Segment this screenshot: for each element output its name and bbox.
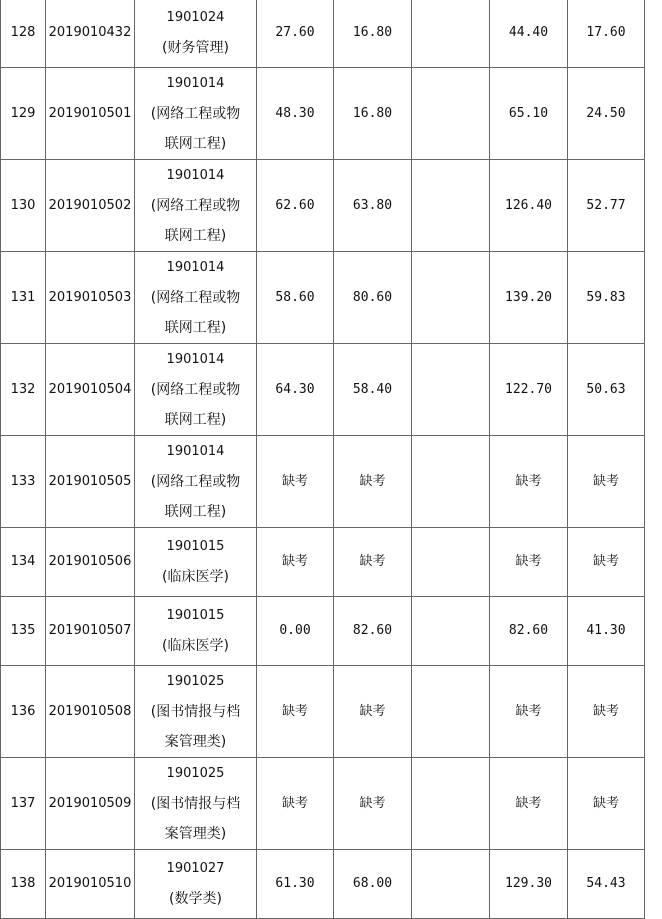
- total-score-cell: 缺考: [490, 436, 568, 528]
- position-name-line: (数学类): [169, 891, 222, 907]
- position-name-line: 案管理类): [164, 733, 227, 750]
- bonus-score-cell: [412, 252, 490, 344]
- table-row: [1, 68, 645, 160]
- bonus-score-cell: [412, 436, 490, 528]
- table-row: [1, 160, 645, 252]
- position-code: 1901025: [166, 673, 225, 689]
- total-score-cell: 缺考: [490, 666, 568, 758]
- total-score-cell: 139.20: [490, 252, 568, 344]
- final-score-cell: 41.30: [568, 597, 645, 666]
- position-name-line: 联网工程): [164, 411, 227, 428]
- bonus-score-cell: [412, 758, 490, 850]
- professional-score-cell: 68.00: [334, 850, 412, 919]
- position-cell: [135, 0, 257, 68]
- table-row: [1, 666, 645, 758]
- final-score-cell: 24.50: [568, 68, 645, 160]
- position-name-line: 案管理类): [164, 825, 227, 842]
- row-number-cell: 131: [1, 252, 46, 344]
- candidate-id-cell: 2019010504: [46, 344, 135, 436]
- position-code: 1901015: [166, 608, 225, 623]
- row-number-cell: 134: [1, 528, 46, 597]
- bonus-score-cell: [412, 68, 490, 160]
- total-score-cell: 122.70: [490, 344, 568, 436]
- written-score-cell: 61.30: [257, 850, 334, 919]
- final-score-cell: 缺考: [568, 436, 645, 528]
- written-score-cell: 缺考: [257, 436, 334, 528]
- table-row: [1, 0, 645, 68]
- written-score-cell: 48.30: [257, 68, 334, 160]
- position-code: 1901014: [166, 443, 225, 459]
- professional-score-cell: 缺考: [334, 666, 412, 758]
- row-number-cell: 138: [1, 850, 46, 919]
- candidate-id-cell: 2019010432: [46, 0, 135, 68]
- position-name-line: (图书情报与档: [150, 795, 241, 812]
- candidate-id-cell: 2019010506: [46, 528, 135, 597]
- bonus-score-cell: [412, 0, 490, 68]
- position-cell: [135, 758, 257, 850]
- position-code: 1901014: [166, 75, 225, 91]
- position-cell: [135, 666, 257, 758]
- table-row: [1, 758, 645, 850]
- professional-score-cell: 80.60: [334, 252, 412, 344]
- row-number-cell: 137: [1, 758, 46, 850]
- position-code: 1901014: [166, 259, 225, 275]
- position-code: 1901027: [166, 861, 225, 876]
- total-score-cell: 65.10: [490, 68, 568, 160]
- row-number-cell: 128: [1, 0, 46, 68]
- written-score-cell: 缺考: [257, 528, 334, 597]
- position-name-line: (网络工程或物: [150, 381, 241, 398]
- position-name-line: (网络工程或物: [150, 105, 241, 122]
- candidate-id-cell: 2019010508: [46, 666, 135, 758]
- position-cell: [135, 597, 257, 666]
- position-cell: [135, 252, 257, 344]
- position-cell: [135, 528, 257, 597]
- row-number-cell: 130: [1, 160, 46, 252]
- written-score-cell: 0.00: [257, 597, 334, 666]
- table-row: [1, 252, 645, 344]
- position-name-line: (临床医学): [162, 569, 229, 585]
- position-name-line: 联网工程): [164, 319, 227, 336]
- final-score-cell: 52.77: [568, 160, 645, 252]
- position-cell: [135, 344, 257, 436]
- position-name-line: (网络工程或物: [150, 473, 241, 490]
- position-code: 1901025: [166, 765, 225, 781]
- position-cell: [135, 436, 257, 528]
- candidate-id-cell: 2019010505: [46, 436, 135, 528]
- total-score-cell: 缺考: [490, 758, 568, 850]
- row-number-cell: 135: [1, 597, 46, 666]
- position-name-line: (财务管理): [162, 40, 229, 56]
- final-score-cell: 59.83: [568, 252, 645, 344]
- position-code: 1901014: [166, 167, 225, 183]
- written-score-cell: 58.60: [257, 252, 334, 344]
- row-number-cell: 133: [1, 436, 46, 528]
- table-row: [1, 528, 645, 597]
- professional-score-cell: 缺考: [334, 436, 412, 528]
- position-name-line: (临床医学): [162, 638, 229, 654]
- final-score-cell: 缺考: [568, 758, 645, 850]
- position-cell: [135, 160, 257, 252]
- final-score-cell: 缺考: [568, 666, 645, 758]
- candidate-id-cell: 2019010502: [46, 160, 135, 252]
- professional-score-cell: 缺考: [334, 528, 412, 597]
- total-score-cell: 126.40: [490, 160, 568, 252]
- candidate-id-cell: 2019010507: [46, 597, 135, 666]
- position-name-line: (网络工程或物: [150, 197, 241, 214]
- professional-score-cell: 58.40: [334, 344, 412, 436]
- position-cell: [135, 68, 257, 160]
- professional-score-cell: 16.80: [334, 68, 412, 160]
- final-score-cell: 缺考: [568, 528, 645, 597]
- candidate-id-cell: 2019010503: [46, 252, 135, 344]
- total-score-cell: 缺考: [490, 528, 568, 597]
- final-score-cell: 54.43: [568, 850, 645, 919]
- bonus-score-cell: [412, 850, 490, 919]
- position-cell: [135, 850, 257, 919]
- candidate-id-cell: 2019010510: [46, 850, 135, 919]
- row-number-cell: 129: [1, 68, 46, 160]
- table-row: [1, 344, 645, 436]
- row-number-cell: 136: [1, 666, 46, 758]
- row-number-cell: 132: [1, 344, 46, 436]
- position-name-line: (图书情报与档: [150, 703, 241, 720]
- position-name-line: 联网工程): [164, 227, 227, 244]
- written-score-cell: 27.60: [257, 0, 334, 68]
- position-name-line: (网络工程或物: [150, 289, 241, 306]
- candidate-id-cell: 2019010501: [46, 68, 135, 160]
- professional-score-cell: 82.60: [334, 597, 412, 666]
- table-body: [1, 0, 645, 919]
- bonus-score-cell: [412, 666, 490, 758]
- position-code: 1901015: [166, 539, 225, 554]
- total-score-cell: 44.40: [490, 0, 568, 68]
- table-row: [1, 436, 645, 528]
- candidate-id-cell: 2019010509: [46, 758, 135, 850]
- written-score-cell: 62.60: [257, 160, 334, 252]
- professional-score-cell: 63.80: [334, 160, 412, 252]
- bonus-score-cell: [412, 344, 490, 436]
- table-row: [1, 597, 645, 666]
- professional-score-cell: 缺考: [334, 758, 412, 850]
- final-score-cell: 17.60: [568, 0, 645, 68]
- total-score-cell: 129.30: [490, 850, 568, 919]
- written-score-cell: 缺考: [257, 666, 334, 758]
- final-score-cell: 50.63: [568, 344, 645, 436]
- position-name-line: 联网工程): [164, 135, 227, 152]
- written-score-cell: 缺考: [257, 758, 334, 850]
- position-code: 1901014: [166, 351, 225, 367]
- total-score-cell: 82.60: [490, 597, 568, 666]
- position-name-line: 联网工程): [164, 503, 227, 520]
- bonus-score-cell: [412, 528, 490, 597]
- written-score-cell: 64.30: [257, 344, 334, 436]
- position-code: 1901024: [166, 10, 225, 25]
- bonus-score-cell: [412, 597, 490, 666]
- table-row: [1, 850, 645, 919]
- professional-score-cell: 16.80: [334, 0, 412, 68]
- bonus-score-cell: [412, 160, 490, 252]
